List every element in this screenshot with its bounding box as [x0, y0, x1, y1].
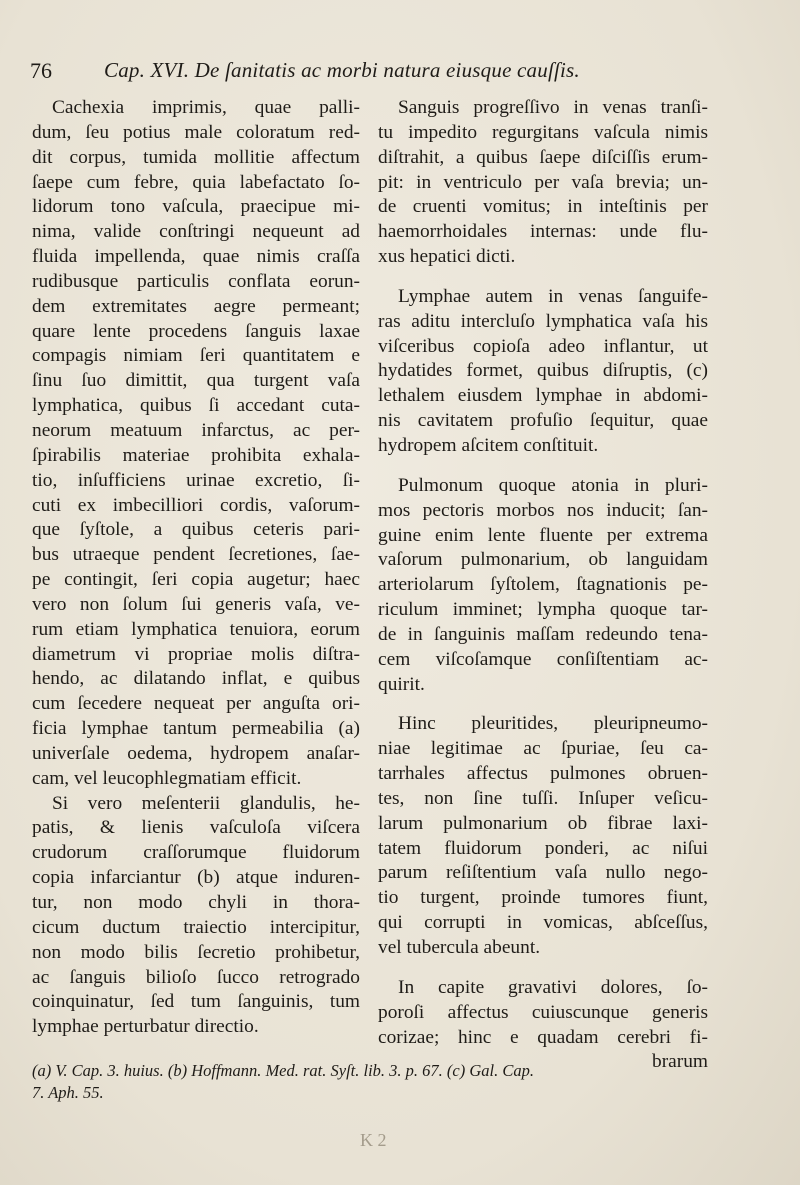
- text-line: lymphae perturbatur directio.: [32, 1016, 259, 1038]
- text-line: tur, non modo chyli in thora-: [32, 892, 360, 913]
- text-line: lymphatica, quibus ſi accedant cuta-: [32, 395, 360, 417]
- text-line: Sanguis progreſſivo in venas tranſi-: [398, 97, 708, 118]
- text-line: larum pulmonarium ob fibrae laxi-: [378, 812, 708, 834]
- catchword: brarum: [652, 1051, 708, 1073]
- text-line: poroſi affectus cuiuscunque generis: [378, 1001, 708, 1023]
- text-line: vaſorum pulmonarium, ob languidam: [378, 549, 708, 571]
- text-line: quirit.: [378, 673, 425, 695]
- left-column: [32, 96, 360, 1040]
- text-line: ficia lymphae tantum permeabilia (a): [32, 718, 360, 740]
- text-line: crudorum craſſorumque fluidorum: [32, 842, 360, 864]
- paragraph: [378, 96, 708, 270]
- text-line: cicum ductum traiectio intercipitur,: [32, 916, 360, 938]
- text-line: hendo, ac dilatando inflat, e quibus: [32, 668, 360, 690]
- text-line: hydatides formet, quibus diſruptis, (c): [378, 360, 708, 382]
- text-line: tio, inſufficiens urinae excretio, ſi-: [32, 469, 360, 491]
- text-line: Hinc pleuritides, pleuripneumo-: [398, 713, 708, 735]
- text-line: bus utraeque pendent ſecretiones, ſae-: [32, 544, 360, 566]
- page-number: 76: [30, 58, 52, 83]
- text-line: viſceribus copioſa adeo inflantur, ut: [378, 335, 708, 357]
- text-line: hydropem aſcitem conſtituit.: [378, 434, 599, 456]
- text-line: coinquinatur, ſed tum ſanguinis, tum: [32, 991, 360, 1013]
- text-line: patis, & lienis vaſculoſa viſcera: [32, 817, 360, 839]
- text-line: non modo bilis ſecretio prohibetur,: [32, 941, 360, 963]
- text-line: cum ſecedere nequeat per anguſta ori-: [32, 693, 360, 715]
- paragraph-gap: [378, 459, 708, 474]
- text-line: arteriolarum ſyſtolem, ſtagnationis pe-: [378, 574, 708, 596]
- text-line: In capite gravativi dolores, ſo-: [398, 976, 708, 998]
- text-line: dem extremitates aegre permeant;: [32, 295, 360, 317]
- text-line: ſinu ſuo dimittit, qua turgent vaſa: [32, 370, 360, 392]
- text-line: pe contingit, ſeri copia augetur; haec: [32, 569, 360, 591]
- text-line: parum reſiſtentium vaſa nullo nego-: [378, 862, 708, 884]
- text-line: cuti ex imbecilliori cordis, vaſorum-: [32, 494, 360, 516]
- text-line: corizae; hinc e quadam cerebri fi-: [378, 1026, 708, 1048]
- text-line: pit: in ventriculo per vaſa brevia; un-: [378, 171, 708, 193]
- text-line: qui corrupti in vomicas, abſceſſus,: [378, 912, 708, 934]
- paragraph-gap: [378, 697, 708, 712]
- text-line: tio turgent, proinde tumores fiunt,: [378, 887, 708, 909]
- text-line: nis cavitatem profuſio ſequitur, quae: [378, 410, 708, 432]
- text-line: univerſale oedema, hydropem anaſar-: [32, 742, 360, 764]
- text-line: Cachexia imprimis, quae palli-: [52, 97, 360, 118]
- text-line: tes, non ſine tuſſi. Inſuper veſicu-: [378, 787, 708, 809]
- running-head: Cap. XVI. De ſanitatis ac morbi natura eiusque cauſſis.: [104, 58, 580, 82]
- text-line: ac ſanguis bilioſo ſucco retrogrado: [32, 966, 360, 988]
- text-line: tarrhales affectus pulmones obruen-: [378, 763, 708, 785]
- text-line: ſpirabilis materiae prohibita exhala-: [32, 444, 360, 466]
- text-line: niae legitimae ac ſpuriae, ſeu ca-: [378, 738, 708, 760]
- text-line: de in ſanguinis maſſam redeundo tena-: [378, 623, 708, 645]
- text-line: xus hepatici dicti.: [378, 246, 516, 268]
- paragraph: [378, 285, 708, 459]
- text-line: ras aditu intercluſo lymphatica vaſa his: [378, 310, 708, 332]
- text-line: dit corpus, tumida mollitie affectum: [32, 146, 360, 168]
- right-column: [378, 96, 708, 1075]
- text-line: compagis nimiam ſeri quantitatem e: [32, 345, 360, 367]
- text-line: diametrum vi propriae molis diſtra-: [32, 643, 360, 665]
- paragraph: [32, 96, 360, 792]
- footnote-line: 7. Aph. 55.: [32, 1083, 104, 1102]
- text-line: nima, valide conſtringi nequeunt ad: [32, 221, 360, 243]
- text-line: Lymphae autem in venas ſanguife-: [398, 285, 708, 307]
- text-line: neorum meatuum infarctus, ac per-: [32, 419, 360, 441]
- page-header: [30, 58, 770, 90]
- text-line: lidorum tono vaſcula, praecipue mi-: [32, 196, 360, 218]
- text-line: riculum imminet; lympha quoque tar-: [378, 599, 708, 621]
- paragraph: [32, 792, 360, 1040]
- text-line: Pulmonum quoque atonia in pluri-: [398, 474, 708, 496]
- text-line: rudibusque particulis conflata eorun-: [32, 270, 360, 292]
- text-line: copia infarciantur (b) atque induren-: [32, 867, 360, 889]
- text-line: Si vero meſenterii glandulis, he-: [52, 792, 360, 814]
- text-line: tatem fluidorum ponderi, ac niſui: [378, 837, 708, 859]
- text-line: guine enim lente fluente per extrema: [378, 524, 708, 546]
- paragraph-gap: [378, 270, 708, 285]
- text-line: haemorrhoidales internas: unde flu-: [378, 221, 708, 243]
- text-line: rum etiam lymphatica tenuiora, eorum: [32, 618, 360, 640]
- text-line: ſaepe cum febre, quia labefactato ſo-: [32, 171, 360, 193]
- text-line: cem viſcoſamque conſiſtentiam ac-: [378, 648, 708, 670]
- text-line: cam, vel leucophlegmatiam efficit.: [32, 767, 302, 789]
- text-line: lethalem eiusdem lymphae in abdomi-: [378, 385, 708, 407]
- paragraph-gap: [378, 961, 708, 976]
- paragraph: [378, 712, 708, 960]
- signature-mark: K 2: [360, 1130, 387, 1150]
- text-line: vero non ſolum ſui generis vaſa, ve-: [32, 593, 360, 615]
- text-line: dum, ſeu potius male coloratum red-: [32, 121, 360, 143]
- text-line: vel tubercula abeunt.: [378, 937, 541, 958]
- paragraph: [378, 474, 708, 698]
- text-line: quare lente procedens ſanguis laxae: [32, 320, 360, 342]
- footnotes: [32, 1060, 712, 1104]
- text-line: que ſyſtole, a quibus ceteris pari-: [32, 519, 360, 541]
- text-line: mos pectoris morbos nos inducit; ſan-: [378, 499, 708, 521]
- footnote-line: (a) V. Cap. 3. huius. (b) Hoffmann. Med. rat. Syſt. lib. 3. p. 67. (c) Gal. Cap.: [32, 1061, 534, 1080]
- text-line: de cruenti vomitus; in inteſtinis per: [378, 196, 708, 218]
- text-line: diſtrahit, a quibus ſaepe diſciſſis erum-: [378, 146, 708, 168]
- text-line: tu impedito regurgitans vaſcula nimis: [378, 121, 708, 143]
- text-line: fluida impellenda, quae nimis craſſa: [32, 246, 360, 268]
